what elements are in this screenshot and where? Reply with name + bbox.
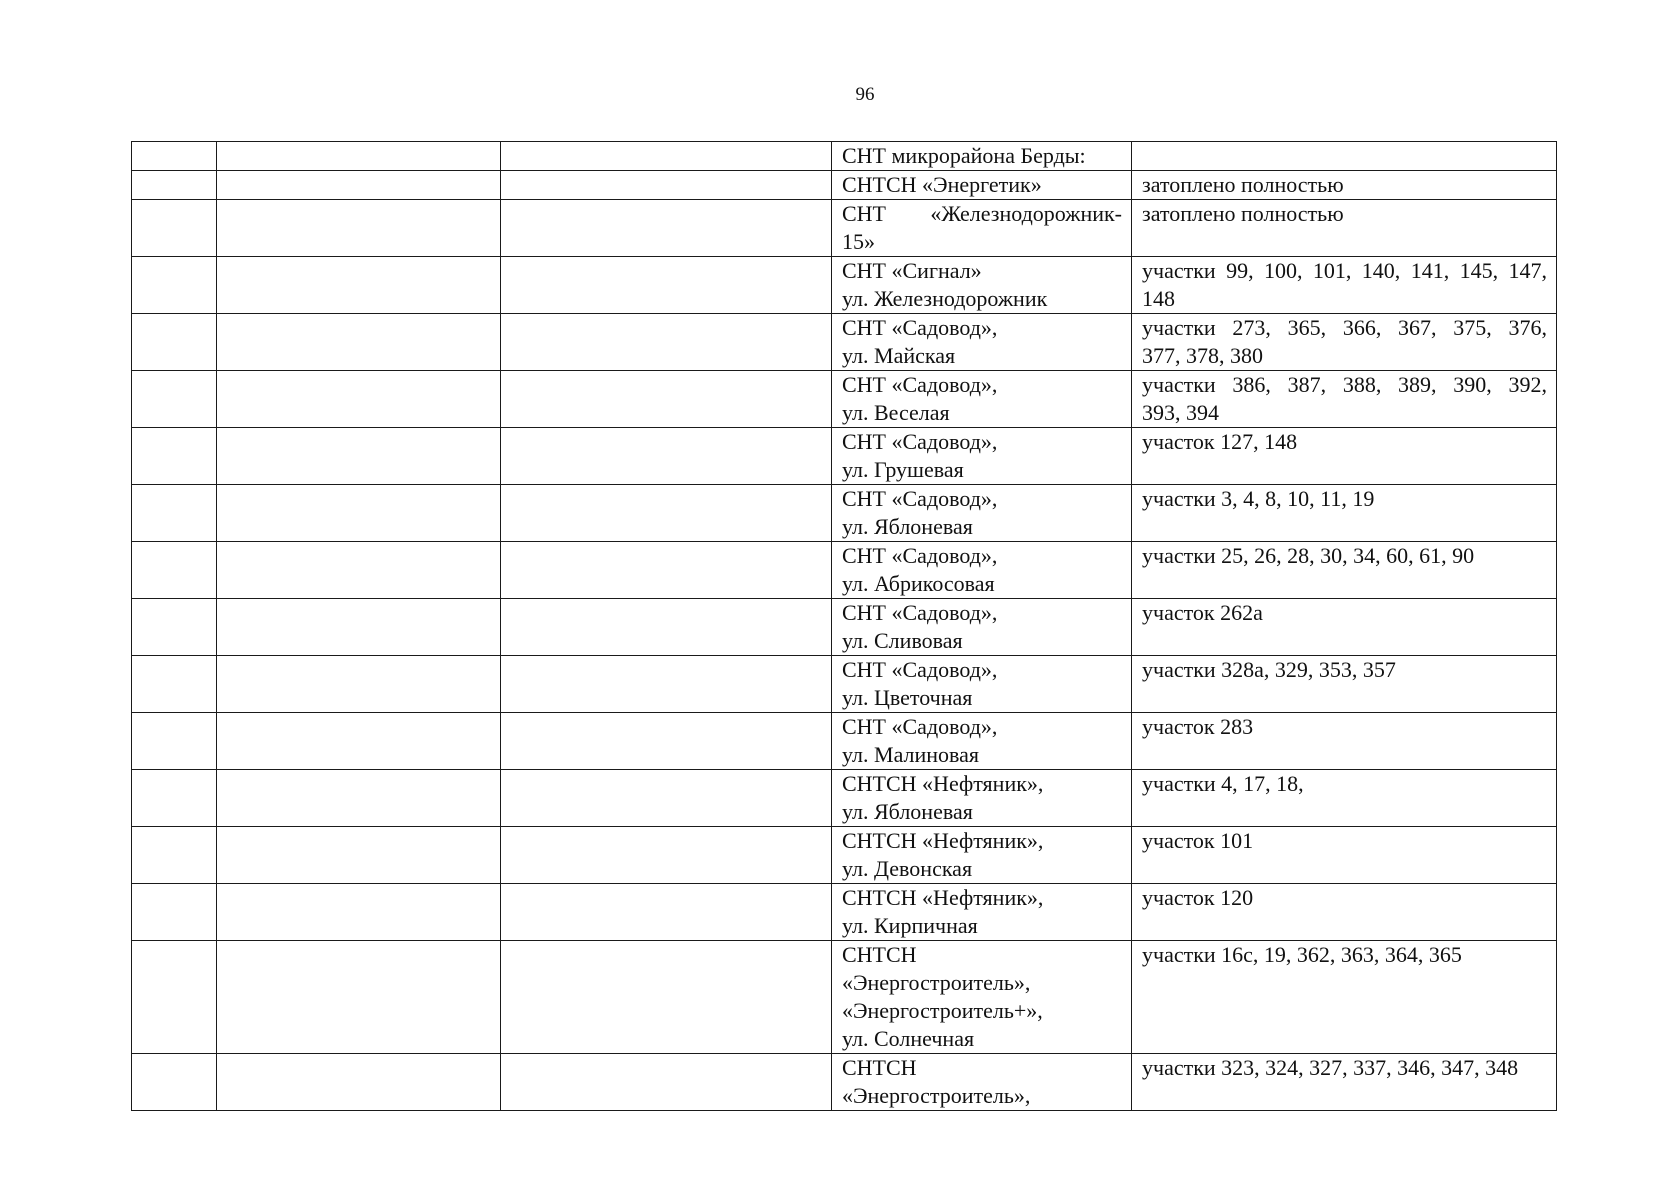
blank-cell-a	[217, 142, 501, 171]
area-name-cell-line: СНТСН «Нефтяник»,	[842, 885, 1044, 910]
area-name-cell-line: СНТ «Садовод»,	[842, 714, 998, 739]
plots-cell	[1132, 257, 1557, 314]
area-name-cell-line: СНТСН «Энергетик»	[842, 172, 1042, 197]
table-row	[132, 257, 1557, 314]
number-cell	[132, 599, 217, 656]
area-name-cell-line: 15»	[842, 229, 875, 254]
blank-cell-b	[501, 1054, 832, 1111]
plots-cell-line: участки 4, 17, 18,	[1142, 771, 1304, 796]
area-name-cell-line: СНТ «Садовод»,	[842, 486, 998, 511]
table-row	[132, 171, 1557, 200]
area-name-cell	[832, 941, 1132, 1054]
number-cell	[132, 770, 217, 827]
plots-cell-line: участок 262а	[1142, 600, 1263, 625]
plots-cell-line: 148	[1142, 286, 1175, 311]
plots-cell	[1132, 142, 1557, 171]
area-name-cell-line: ул. Майская	[842, 343, 956, 368]
area-name-cell-line: ул. Солнечная	[842, 1026, 975, 1051]
plots-cell-line: 377, 378, 380	[1142, 343, 1263, 368]
table-row	[132, 1054, 1557, 1111]
area-name-cell	[832, 884, 1132, 941]
blank-cell-b	[501, 713, 832, 770]
number-cell	[132, 200, 217, 257]
number-cell	[132, 257, 217, 314]
blank-cell-a	[217, 827, 501, 884]
blank-cell-b	[501, 371, 832, 428]
plots-cell	[1132, 770, 1557, 827]
area-name-cell-line: СНТСН «Нефтяник»,	[842, 828, 1044, 853]
area-name-cell-line: ул. Абрикосовая	[842, 571, 995, 596]
blank-cell-b	[501, 884, 832, 941]
blank-cell-b	[501, 941, 832, 1054]
area-name-cell-line: ул. Цветочная	[842, 685, 973, 710]
table-row	[132, 656, 1557, 713]
area-name-cell-line: СНТ «Садовод»,	[842, 600, 998, 625]
blank-cell-b	[501, 542, 832, 599]
plots-cell	[1132, 827, 1557, 884]
table-row	[132, 713, 1557, 770]
plots-cell	[1132, 713, 1557, 770]
blank-cell-b	[501, 257, 832, 314]
plots-cell	[1132, 599, 1557, 656]
plots-cell	[1132, 171, 1557, 200]
plots-cell-line: участки 3, 4, 8, 10, 11, 19	[1142, 486, 1375, 511]
table-row	[132, 827, 1557, 884]
area-name-cell-line: «Энергостроитель»,	[842, 970, 1031, 995]
area-name-cell-line: ул. Веселая	[842, 400, 950, 425]
table-row	[132, 770, 1557, 827]
number-cell	[132, 171, 217, 200]
blank-cell-a	[217, 314, 501, 371]
blank-cell-b	[501, 428, 832, 485]
blank-cell-a	[217, 257, 501, 314]
area-name-cell	[832, 713, 1132, 770]
area-name-cell-line: СНТ «Садовод»,	[842, 372, 998, 397]
blank-cell-a	[217, 485, 501, 542]
number-cell	[132, 656, 217, 713]
area-name-cell-line: СНТСН	[842, 1055, 917, 1080]
plots-cell	[1132, 656, 1557, 713]
area-name-cell-line: ул. Сливовая	[842, 628, 963, 653]
area-name-cell-line: СНТ «Садовод»,	[842, 657, 998, 682]
plots-cell-line: участки 16с, 19, 362, 363, 364, 365	[1142, 942, 1462, 967]
table-body	[132, 142, 1557, 1111]
area-name-cell	[832, 1054, 1132, 1111]
plots-cell-line: участки 25, 26, 28, 30, 34, 60, 61, 90	[1142, 543, 1475, 568]
number-cell	[132, 542, 217, 599]
blank-cell-b	[501, 770, 832, 827]
table-row	[132, 884, 1557, 941]
blank-cell-a	[217, 656, 501, 713]
area-name-cell	[832, 599, 1132, 656]
area-name-cell-line: «Энергостроитель+»,	[842, 998, 1043, 1023]
plots-cell	[1132, 884, 1557, 941]
table-row	[132, 200, 1557, 257]
area-name-cell-line: «Энергостроитель»,	[842, 1083, 1031, 1108]
plots-cell-line: участок 283	[1142, 714, 1254, 739]
blank-cell-b	[501, 485, 832, 542]
blank-cell-a	[217, 599, 501, 656]
area-name-cell-line: ул. Девонская	[842, 856, 973, 881]
blank-cell-b	[501, 599, 832, 656]
area-name-cell	[832, 485, 1132, 542]
area-name-cell	[832, 142, 1132, 171]
table-row	[132, 485, 1557, 542]
plots-cell-line: участок 127, 148	[1142, 429, 1298, 454]
plots-cell-line: участки 323, 324, 327, 337, 346, 347, 348	[1142, 1055, 1519, 1080]
plots-cell-line: участки 328а, 329, 353, 357	[1142, 657, 1396, 682]
plots-cell-line: 393, 394	[1142, 400, 1219, 425]
number-cell	[132, 1054, 217, 1111]
blank-cell-b	[501, 656, 832, 713]
plots-cell	[1132, 371, 1557, 428]
area-name-cell-line: СНТ «Садовод»,	[842, 543, 998, 568]
area-name-cell-line: СНТ «Сигнал»	[842, 258, 982, 283]
blank-cell-a	[217, 941, 501, 1054]
table-row	[132, 314, 1557, 371]
area-name-cell	[832, 171, 1132, 200]
number-cell	[132, 371, 217, 428]
area-name-cell-line: ул. Малиновая	[842, 742, 980, 767]
blank-cell-b	[501, 171, 832, 200]
area-name-cell	[832, 542, 1132, 599]
area-name-cell-line: ул. Яблоневая	[842, 514, 973, 539]
number-cell	[132, 428, 217, 485]
blank-cell-a	[217, 884, 501, 941]
area-name-cell-line: СНТСН «Нефтяник»,	[842, 771, 1044, 796]
plots-cell	[1132, 200, 1557, 257]
blank-cell-a	[217, 428, 501, 485]
area-name-cell	[832, 770, 1132, 827]
area-name-cell-line: СНТ микрорайона Берды:	[842, 143, 1086, 168]
plots-cell	[1132, 1054, 1557, 1111]
area-name-cell	[832, 371, 1132, 428]
area-name-cell	[832, 257, 1132, 314]
plots-cell-line: участок 120	[1142, 885, 1254, 910]
area-name-cell-line: ул. Яблоневая	[842, 799, 973, 824]
area-name-cell-line: ул. Кирпичная	[842, 913, 978, 938]
blank-cell-a	[217, 713, 501, 770]
blank-cell-b	[501, 314, 832, 371]
blank-cell-a	[217, 171, 501, 200]
number-cell	[132, 485, 217, 542]
plots-cell	[1132, 314, 1557, 371]
number-cell	[132, 314, 217, 371]
blank-cell-a	[217, 542, 501, 599]
flood-zone-table	[131, 141, 1557, 1111]
table-row	[132, 599, 1557, 656]
area-name-cell	[832, 656, 1132, 713]
area-name-cell	[832, 200, 1132, 257]
blank-cell-a	[217, 770, 501, 827]
area-name-cell-line: СНТ «Садовод»,	[842, 315, 998, 340]
area-name-cell-line: ул. Железнодорожник	[842, 286, 1048, 311]
plots-cell-line: затоплено полностью	[1142, 172, 1344, 197]
number-cell	[132, 713, 217, 770]
blank-cell-b	[501, 200, 832, 257]
number-cell	[132, 142, 217, 171]
plots-cell-line: участок 101	[1142, 828, 1254, 853]
blank-cell-b	[501, 142, 832, 171]
table-row	[132, 428, 1557, 485]
plots-cell	[1132, 542, 1557, 599]
plots-cell	[1132, 485, 1557, 542]
plots-cell-line: затоплено полностью	[1142, 201, 1344, 226]
area-name-cell-line: СНТ «Железнодорожник-	[842, 201, 1122, 226]
blank-cell-a	[217, 200, 501, 257]
table-row	[132, 941, 1557, 1054]
area-name-cell-line: СНТ «Садовод»,	[842, 429, 998, 454]
blank-cell-b	[501, 827, 832, 884]
plots-cell-line: участки 99, 100, 101, 140, 141, 145, 147,	[1142, 258, 1547, 283]
table-row	[132, 142, 1557, 171]
number-cell	[132, 827, 217, 884]
plots-cell-line: участки 386, 387, 388, 389, 390, 392,	[1142, 372, 1547, 397]
number-cell	[132, 941, 217, 1054]
plots-cell	[1132, 428, 1557, 485]
table-row	[132, 371, 1557, 428]
area-name-cell	[832, 314, 1132, 371]
area-name-cell-line: СНТСН	[842, 942, 917, 967]
plots-cell	[1132, 941, 1557, 1054]
blank-cell-a	[217, 1054, 501, 1111]
plots-cell-line: участки 273, 365, 366, 367, 375, 376,	[1142, 315, 1547, 340]
blank-cell-a	[217, 371, 501, 428]
area-name-cell	[832, 827, 1132, 884]
page-number: 96	[855, 84, 875, 105]
area-name-cell-line: ул. Грушевая	[842, 457, 964, 482]
number-cell	[132, 884, 217, 941]
area-name-cell	[832, 428, 1132, 485]
table-row	[132, 542, 1557, 599]
